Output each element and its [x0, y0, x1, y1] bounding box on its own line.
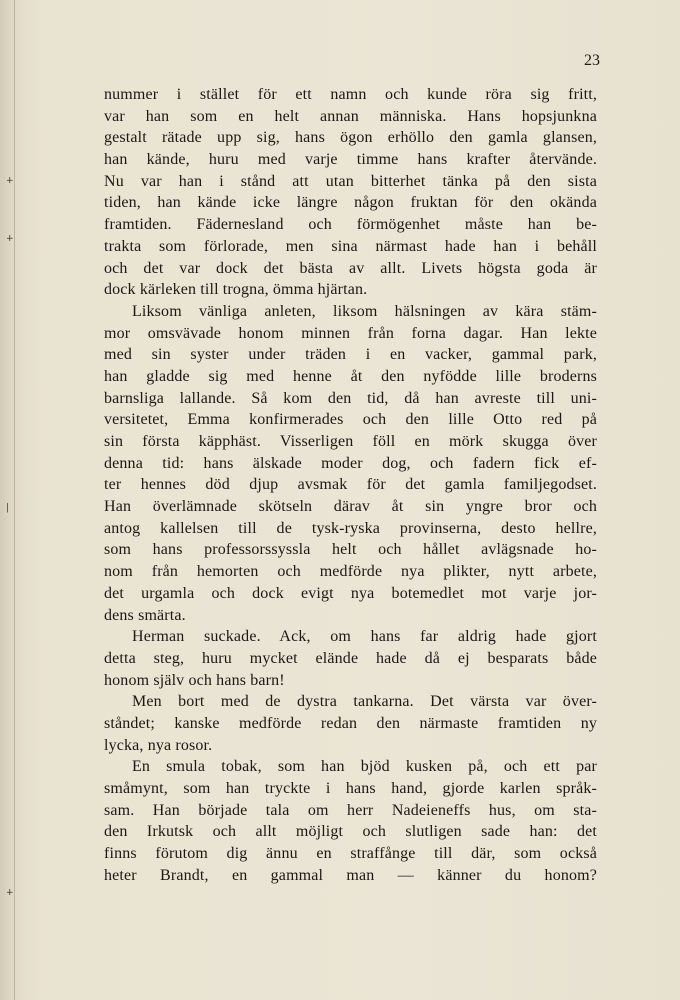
text-line: småmynt, som han tryckte i hans hand, gjorde karlen språk-: [104, 780, 597, 797]
text-line: som hans professorssyssla helt och hållet avlägsnade ho-: [104, 541, 597, 559]
text-line: heter Brandt, en gammal man — känner du honom?: [104, 866, 597, 884]
text-line: den Irkutsk och allt möjligt och slutligen sade han: det: [104, 823, 597, 841]
margin-mark: +: [6, 176, 14, 186]
text-line: nom från hemorten och medförde nya plikter, nytt arbete,: [104, 563, 597, 581]
text-line: med sin syster under träden i en vacker, gammal park,: [104, 346, 597, 364]
text-line: tiden, han kände icke längre någon fruktan för den okända: [104, 194, 597, 212]
text-line: Liksom vänliga anleten, liksom hälsningen av kära stäm-: [132, 302, 597, 320]
text-line: denna tid: hans älskade moder dog, och fadern fick ef-: [104, 454, 597, 472]
text-line: Men bort med de dystra tankarna. Det värsta var över-: [132, 693, 597, 711]
text-line: honom själv och hans barn!: [104, 671, 285, 689]
text-line: var han som en helt annan människa. Hans hopsjunkna: [104, 107, 597, 125]
text-line: sin första käpphäst. Visserligen föll en mörk skugga över: [104, 433, 597, 450]
text-line: trakta som förlorade, men sina närmast hade han i behåll: [104, 237, 597, 255]
text-line: lycka, nya rosor.: [104, 736, 213, 754]
text-line: barnsliga lallande. Så kom den tid, då han avreste till uni-: [104, 389, 597, 407]
margin-mark: +: [6, 888, 14, 898]
text-line: detta steg, huru mycket elände hade då ej besparats både: [104, 649, 597, 667]
margin-mark: |: [6, 503, 10, 513]
text-line: finns förutom dig ännu en straffånge till där, som också: [104, 845, 597, 863]
text-line: dens smärta.: [104, 606, 186, 624]
page-number: 23: [584, 52, 600, 69]
text-line: ter hennes död djup avsmak för det gamla familjegodset.: [104, 476, 597, 494]
text-line: Nu var han i stånd att utan bitterhet tänka på den sista: [104, 172, 597, 190]
text-line: han gladde sig med henne åt den nyfödde lille broderns: [104, 367, 597, 385]
text-line: sam. Han började tala om herr Nadeieneffs hus, om sta-: [104, 801, 597, 819]
body-text: [104, 84, 597, 886]
text-line: dock kärleken till trogna, ömma hjärtan.: [104, 281, 368, 299]
text-line: Han överlämnade skötseln därav åt sin yngre bror och: [104, 498, 597, 516]
text-line: han kände, huru med varje timme hans krafter återvände.: [104, 151, 597, 169]
binding-edge: [14, 0, 15, 1000]
text-line: och det var dock det bästa av allt. Livets högsta goda är: [104, 259, 597, 277]
text-line: framtiden. Fädernesland och förmögenhet måste han be-: [104, 216, 597, 234]
text-line: ståndet; kanske medförde redan den närmaste framtiden ny: [104, 714, 597, 732]
text-line: Herman suckade. Ack, om hans far aldrig hade gjort: [132, 628, 597, 646]
text-line: det urgamla och dock evigt nya botemedlet mot varje jor-: [104, 584, 597, 602]
text-line: mor omsvävade honom minnen från forna dagar. Han lekte: [104, 324, 597, 342]
margin-mark: +: [6, 234, 14, 244]
text-line: En smula tobak, som han bjöd kusken på, och ett par: [132, 758, 597, 776]
text-line: nummer i stället för ett namn och kunde röra sig fritt,: [104, 86, 597, 103]
text-line: antog kallelsen till de tysk-ryska provinserna, desto hellre,: [104, 519, 597, 537]
text-line: versitetet, Emma konfirmerades och den lille Otto red på: [104, 411, 597, 429]
text-line: gestalt rätade upp sig, hans ögon erhöllo den gamla glansen,: [104, 129, 597, 147]
